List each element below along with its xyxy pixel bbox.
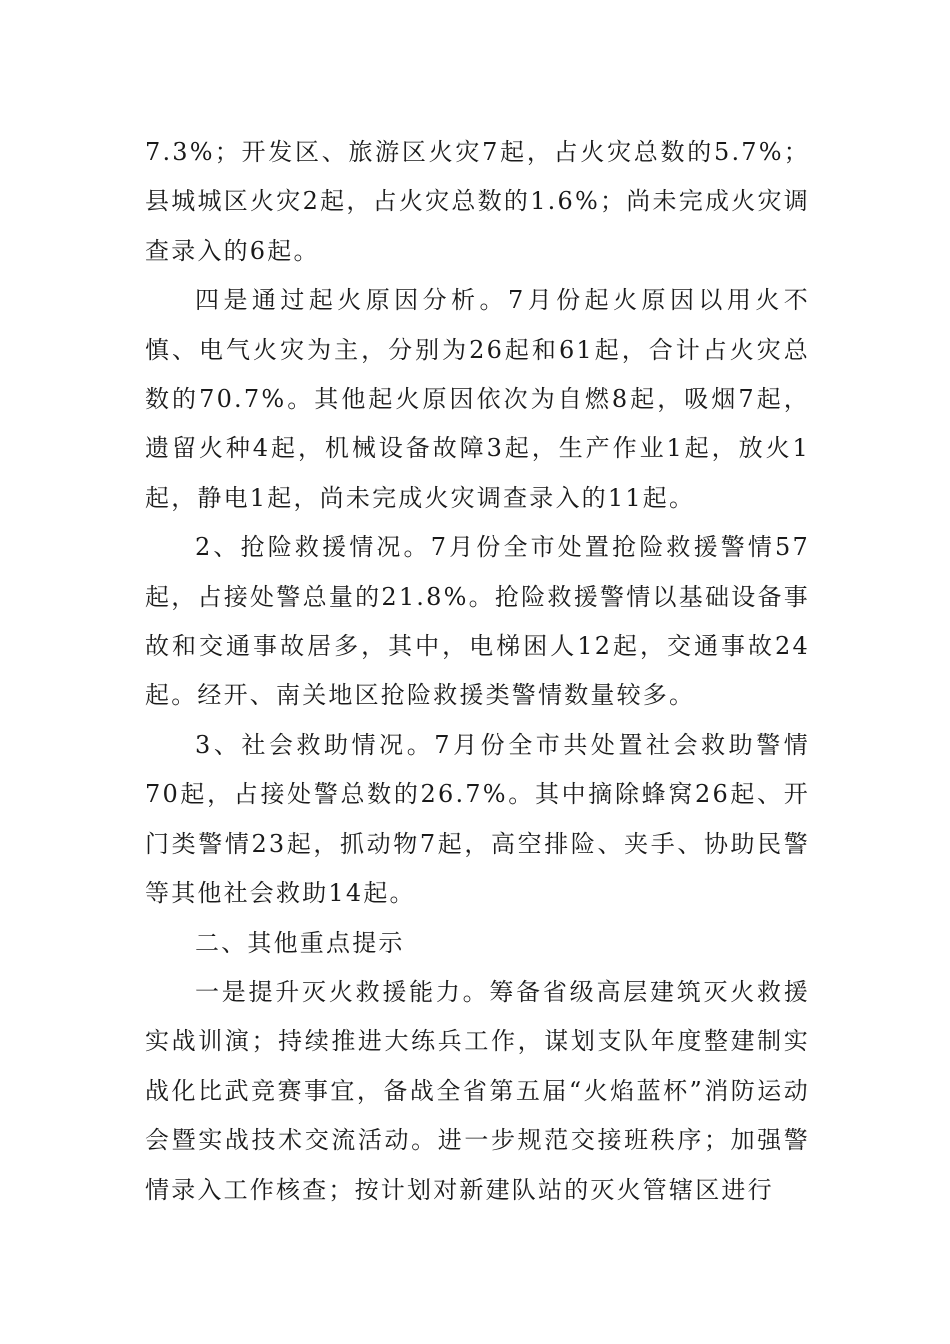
paragraph-firefighting-capability: 一是提升灭火救援能力。筹备省级高层建筑灭火救援实战训演；持续推进大练兵工作，谋划支队年度整建制实战化比武竞赛事宜，备战全省第五届“火焰蓝杯”消防运动会暨实战技术交流活动。进一步规范交接班秩序；加强警情录入工作核查；按计划对新建队站的灭火管辖区进行 <box>145 977 810 1204</box>
paragraph-rescue-situation: 2、抢险救援情况。7月份全市处置抢险救援警情57起，占接处警总量的21.8%。抢险救援警情以基础设备事故和交通事故居多，其中，电梯困人12起，交通事故24起。经开、南关地区抢险救援类警情数量较多。 <box>145 533 810 710</box>
document-body <box>145 128 810 1215</box>
section-heading-other-key-points: 二、其他重点提示 <box>195 928 405 957</box>
paragraph-social-assistance: 3、社会救助情况。7月份全市共处置社会救助警情70起，占接处警总数的26.7%。其中摘除蜂窝26起、开门类警情23起，抓动物7起，高空排险、夹手、协助民警等其他社会救助14起。 <box>145 730 810 908</box>
paragraph-fire-statistics-continued: 7.3%；开发区、旅游区火灾7起，占火灾总数的5.7%；县城城区火灾2起，占火灾总数的1.6%；尚未完成火灾调查录入的6起。 <box>145 138 810 265</box>
paragraph-fire-cause-analysis: 四是通过起火原因分析。7月份起火原因以用火不慎、电气火灾为主，分别为26起和61起，合计占火灾总数的70.7%。其他起火原因依次为自燃8起，吸烟7起，遗留火种4起，机械设备故障3起，生产作业1起，放火1起，静电1起，尚未完成火灾调查录入的11起。 <box>145 286 810 512</box>
